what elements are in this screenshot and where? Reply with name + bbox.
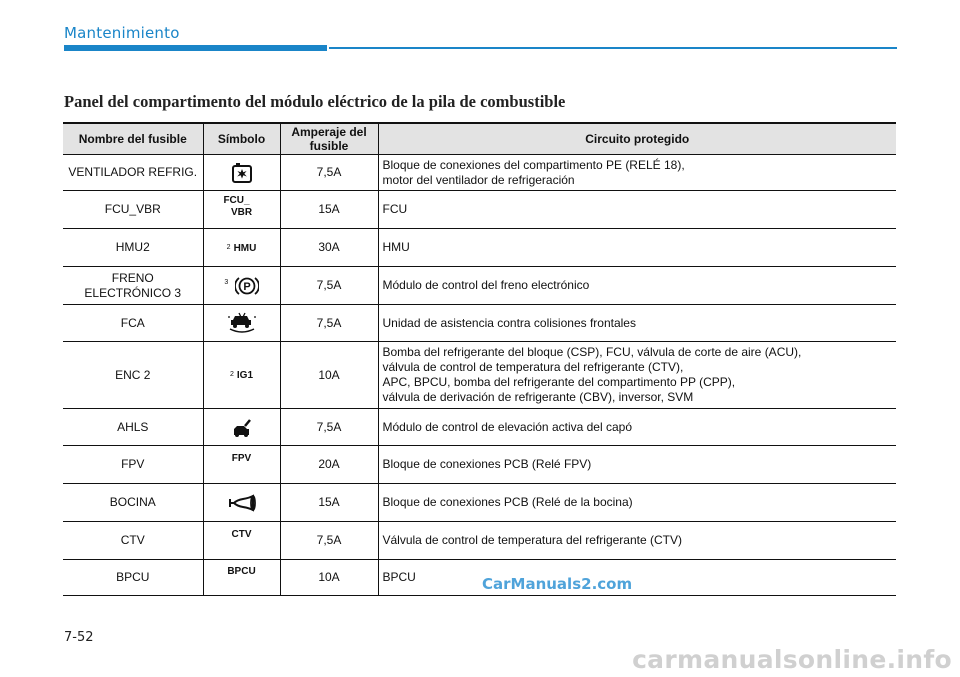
section-header: Mantenimiento [64, 24, 180, 42]
header-bar-thick [64, 45, 327, 51]
fuse-symbol-text: HMU [233, 242, 257, 254]
table-row [63, 342, 896, 409]
fuse-circuit [378, 446, 896, 484]
fuse-circuit [378, 191, 896, 229]
watermark: CarManuals2.com [482, 575, 633, 593]
fuse-symbol-text-2: VBR [230, 206, 253, 218]
fuse-symbol-stack [208, 194, 276, 218]
fuse-amp: 10A [280, 342, 378, 409]
col-header-symbol: Símbolo [203, 123, 280, 155]
fuse-name: CTV [63, 522, 203, 560]
table-row [63, 446, 896, 484]
fuse-name: BOCINA [63, 484, 203, 522]
table-row [63, 191, 896, 229]
fuse-circuit [378, 342, 896, 409]
table-row [63, 305, 896, 342]
fuse-symbol-text: CTV [231, 529, 252, 540]
circuit-line: FCU [382, 202, 408, 216]
table-row [63, 522, 896, 560]
fuse-symbol [203, 305, 280, 342]
circuit-line: motor del ventilador de refrigeración [382, 172, 575, 187]
collision-assist-icon [227, 312, 257, 334]
fuse-symbol [203, 267, 280, 305]
fuse-circuit [378, 305, 896, 342]
fuse-symbol [203, 560, 280, 596]
circuit-line: Válvula de control de temperatura del refrigerante (CTV) [382, 533, 682, 547]
circuit-line: Bloque de conexiones PCB (Relé de la bocina) [382, 495, 633, 509]
fuse-amp: 7,5A [280, 305, 378, 342]
fuse-symbol [203, 446, 280, 484]
circuit-line: válvula de derivación de refrigerante (CBV), inversor, SVM [382, 390, 694, 404]
fuse-name: BPCU [63, 560, 203, 596]
fuse-symbol-sup: 2 [229, 371, 234, 378]
fuse-amp: 7,5A [280, 522, 378, 560]
table-row [63, 155, 896, 191]
hood-lift-icon [231, 416, 253, 438]
fuse-symbol [203, 229, 280, 267]
fuse-symbol-sup: 2 [226, 243, 231, 251]
fuse-name: ENC 2 [63, 342, 203, 409]
table-row [63, 229, 896, 267]
circuit-line: BPCU [382, 570, 416, 584]
fuse-amp: 20A [280, 446, 378, 484]
fuse-symbol-text: FPV [231, 453, 252, 464]
table-row [63, 560, 896, 596]
circuit-line: Módulo de control de elevación activa del capó [382, 419, 632, 434]
fan-fuse-icon [231, 162, 253, 184]
circuit-line: Unidad de asistencia contra colisiones frontales [382, 315, 636, 330]
fuse-amp: 15A [280, 191, 378, 229]
fuse-symbol-text: IG1 [236, 370, 254, 381]
circuit-line: HMU [382, 240, 410, 254]
col-header-amp: Amperaje del fusible [280, 123, 378, 155]
fuse-symbol-text-1: FCU_ [223, 194, 250, 206]
col-header-circuit: Circuito protegido [378, 123, 896, 155]
table-row [63, 267, 896, 305]
fuse-amp: 30A [280, 229, 378, 267]
horn-icon [227, 493, 257, 513]
table-header-row [63, 123, 896, 155]
col-header-name: Nombre del fusible [63, 123, 203, 155]
fuse-amp: 15A [280, 484, 378, 522]
fuse-symbol [203, 342, 280, 409]
fuse-amp: 7,5A [280, 409, 378, 446]
page-title: Panel del compartimento del módulo eléctrico de la pila de combustible [64, 92, 566, 111]
fuse-name: VENTILADOR REFRIG. [63, 155, 203, 191]
fuse-circuit [378, 267, 896, 305]
fuse-name: HMU2 [63, 229, 203, 267]
parking-brake-icon [235, 275, 259, 297]
fuse-symbol [203, 484, 280, 522]
page-number: 7-52 [64, 630, 94, 645]
circuit-line: Bloque de conexiones PCB (Relé FPV) [382, 457, 592, 471]
fuse-name: FCA [63, 305, 203, 342]
table-row [63, 484, 896, 522]
fuse-amp: 7,5A [280, 267, 378, 305]
circuit-line: Bloque de conexiones del compartimento PE (RELÉ 18), [382, 157, 685, 172]
fuse-symbol-sup: 3 [224, 278, 229, 286]
fuse-name: FCU_VBR [63, 191, 203, 229]
table-row [63, 409, 896, 446]
svg-text:P: P [242, 280, 251, 293]
fuse-circuit [378, 484, 896, 522]
circuit-line: válvula de control de temperatura del refrigerante (CTV), [382, 360, 684, 374]
fuse-symbol-text: BPCU [227, 566, 256, 577]
circuit-line: Bomba del refrigerante del bloque (CSP), FCU, válvula de corte de aire (ACU), [382, 345, 802, 359]
fuse-circuit [378, 522, 896, 560]
fuse-circuit [378, 155, 896, 191]
fuse-amp: 7,5A [280, 155, 378, 191]
fuse-name: AHLS [63, 409, 203, 446]
footer-watermark: carmanualsonline.info [632, 645, 952, 674]
fuse-name: FRENO ELECTRÓNICO 3 [63, 267, 203, 305]
circuit-line: Módulo de control del freno electrónico [382, 278, 590, 292]
fuse-symbol [203, 522, 280, 560]
fuse-circuit [378, 560, 896, 596]
fuse-name: FPV [63, 446, 203, 484]
circuit-line: APC, BPCU, bomba del refrigerante del compartimento PP (CPP), [382, 375, 736, 389]
fuse-circuit [378, 409, 896, 446]
fuse-amp: 10A [280, 560, 378, 596]
fuse-symbol [203, 409, 280, 446]
header-bar-thin [329, 47, 897, 49]
fuse-symbol [203, 191, 280, 229]
fuse-symbol [203, 155, 280, 191]
fuse-circuit [378, 229, 896, 267]
fuse-table [63, 122, 896, 596]
